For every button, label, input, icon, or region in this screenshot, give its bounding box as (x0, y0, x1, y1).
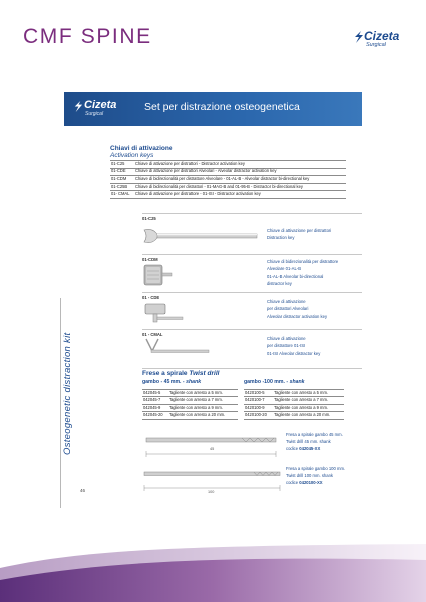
drills-title-it: Frese a spirale (142, 370, 188, 377)
desc-line: Alveolar distractor activation key (267, 313, 328, 319)
header-logo-icon (72, 100, 84, 113)
desc-line: 01-ISI Alveolar distractor key (267, 350, 321, 356)
drill-100-image (142, 466, 282, 502)
header-logo-sub: Surgical (85, 111, 104, 117)
drill-code: 042045-20 (142, 412, 168, 419)
bidirectional-key-image (142, 263, 178, 289)
drill-100-code: 0420100-XX (299, 479, 323, 485)
product-code: 01-CDM (142, 257, 158, 262)
product-code: 01 - CMAL (142, 332, 163, 337)
desc-line: Fresa a spirale gambo 45 mm. (286, 432, 343, 437)
desc-line: codice (286, 479, 299, 485)
table-row (110, 161, 346, 169)
desc-line: Fresa a spirale gambo 100 mm. (286, 466, 346, 471)
desc-line: Chiave di bidirezionalità per distrattore (267, 259, 339, 264)
page-header-title: Set per distrazione osteogenetica (144, 101, 300, 113)
desc-line: Twist drill 100 mm. shank (286, 472, 334, 478)
drills-group-100 (244, 379, 305, 385)
table-row (244, 412, 344, 419)
table-row (142, 404, 238, 411)
table-row (110, 168, 346, 176)
drill-100-desc (286, 466, 345, 486)
table-row (244, 404, 344, 411)
product-code: 01 - CDE (142, 295, 160, 300)
isi-key-image (142, 337, 212, 363)
drill-code: 042045-7 (142, 397, 168, 404)
table-row (110, 176, 346, 184)
table-row (110, 183, 346, 191)
cizeta-logo (352, 28, 408, 54)
brand-title: CMF SPINE (23, 25, 152, 48)
desc-line: Twist drill 45 mm. shank (286, 438, 331, 444)
desc-line: codice (286, 445, 299, 451)
side-title: Osteogenetic distraction kit (62, 332, 73, 455)
key-code: 01- CMAL (110, 191, 134, 199)
drill-45-desc (286, 432, 343, 452)
key-desc: Chiave di attivazione per distrattori Alveolari - Alveolar distractor activation key (134, 168, 346, 176)
key-desc: Chiave di bidirezionalità per distrattore Alveolare - 01-AL-B - Alveolar distractor bi-directional key (134, 176, 346, 184)
table-row (142, 390, 238, 397)
activation-key-image (142, 225, 262, 247)
drill-code: 0420100-20 (244, 412, 273, 419)
drill-code: 0420100-7 (244, 397, 273, 404)
drill-desc: Tagliente con arresto a 9 mm. (168, 404, 238, 411)
drill-code: 0420100-9 (244, 404, 273, 411)
drills-table-45 (142, 389, 238, 420)
drill-desc: Tagliente con arresto a 7 mm. (168, 397, 238, 404)
product-desc (267, 227, 331, 242)
group-label-en: shank (289, 379, 305, 385)
divider (142, 329, 362, 330)
drills-title (142, 370, 219, 377)
keys-title: Chiavi di attivazione (110, 145, 173, 152)
product-desc (267, 335, 320, 357)
header-logo-name: Cizeta (84, 99, 117, 111)
product-desc (267, 258, 338, 288)
logo-sub: Surgical (366, 42, 386, 48)
header-logo (72, 98, 132, 122)
table-row (244, 390, 344, 397)
alveolar-key-image (142, 301, 186, 327)
drill-desc: Tagliente con arresto a 20 mm. (273, 412, 344, 419)
desc-line: Chiave di attivazione (267, 299, 306, 304)
key-code: 01-CDE (110, 168, 134, 176)
key-code: 01-CDM (110, 176, 134, 184)
keys-table (110, 160, 346, 199)
page-header-bar (64, 92, 362, 126)
divider (142, 254, 362, 255)
drill-45-dimension: 45 (210, 447, 215, 451)
table-row (142, 412, 238, 419)
key-desc: Chiave di attivazione per distrattore - 01-ISI - Distractor activation key (134, 191, 346, 199)
desc-line: per distrattori Alveolari (267, 306, 309, 312)
divider (142, 213, 362, 214)
divider (142, 292, 362, 293)
keys-subtitle: Activation keys (110, 152, 154, 159)
drill-desc: Tagliente con arresto a 5 mm. (273, 390, 344, 397)
table-row (110, 191, 346, 199)
logo-name: Cizeta (364, 29, 400, 43)
group-label-en: shank (186, 379, 202, 385)
table-row (142, 397, 238, 404)
product-code: 01-C25 (142, 216, 156, 221)
side-divider (60, 298, 61, 508)
desc-line: 01-AL-B Alveolar bi-directional (267, 273, 324, 279)
group-label: gambo -100 mm. - (244, 379, 289, 385)
drill-desc: Tagliente con arresto a 7 mm. (273, 397, 344, 404)
decorative-wave (0, 538, 426, 602)
drill-desc: Tagliente con arresto a 5 mm. (168, 390, 238, 397)
drill-desc: Tagliente con arresto a 20 mm. (168, 412, 238, 419)
desc-line: per distrattore 01-ISI (267, 343, 306, 349)
drills-table-100 (244, 389, 344, 420)
page-number: 46 (80, 488, 86, 493)
key-code: 01-C25B (110, 183, 134, 191)
table-row (244, 397, 344, 404)
desc-line: Chiave di attivazione per distrattori (267, 228, 332, 233)
key-desc: Chiave di bidirezionalità per distrattori - 01-MAG-B and 01-95-B - Distractor bi-directional key (134, 183, 346, 191)
drills-group-45 (142, 379, 201, 385)
divider (142, 368, 362, 369)
product-desc (267, 298, 327, 320)
group-label: gambo - 45 mm. - (142, 379, 185, 385)
key-desc: Chiave di attivazione per distrattori - Distractor activation key (134, 161, 346, 169)
desc-line: Distraction key (267, 235, 295, 241)
desc-line: Alveolare 01-AL-B (267, 266, 301, 272)
drill-code: 0420100-5 (244, 390, 273, 397)
desc-line: Chiave di attivazione (267, 336, 306, 341)
catalog-page (64, 92, 362, 528)
drill-code: 042045-5 (142, 390, 168, 397)
drill-desc: Tagliente con arresto a 9 mm. (273, 404, 344, 411)
drill-45-code: 042045-XX (299, 445, 321, 451)
desc-line: distractor key (267, 281, 292, 287)
drill-100-dimension: 100 (208, 490, 215, 494)
key-code: 01-C25 (110, 161, 134, 169)
drill-code: 042045-9 (142, 404, 168, 411)
drills-title-en: Twist drill (189, 370, 220, 377)
